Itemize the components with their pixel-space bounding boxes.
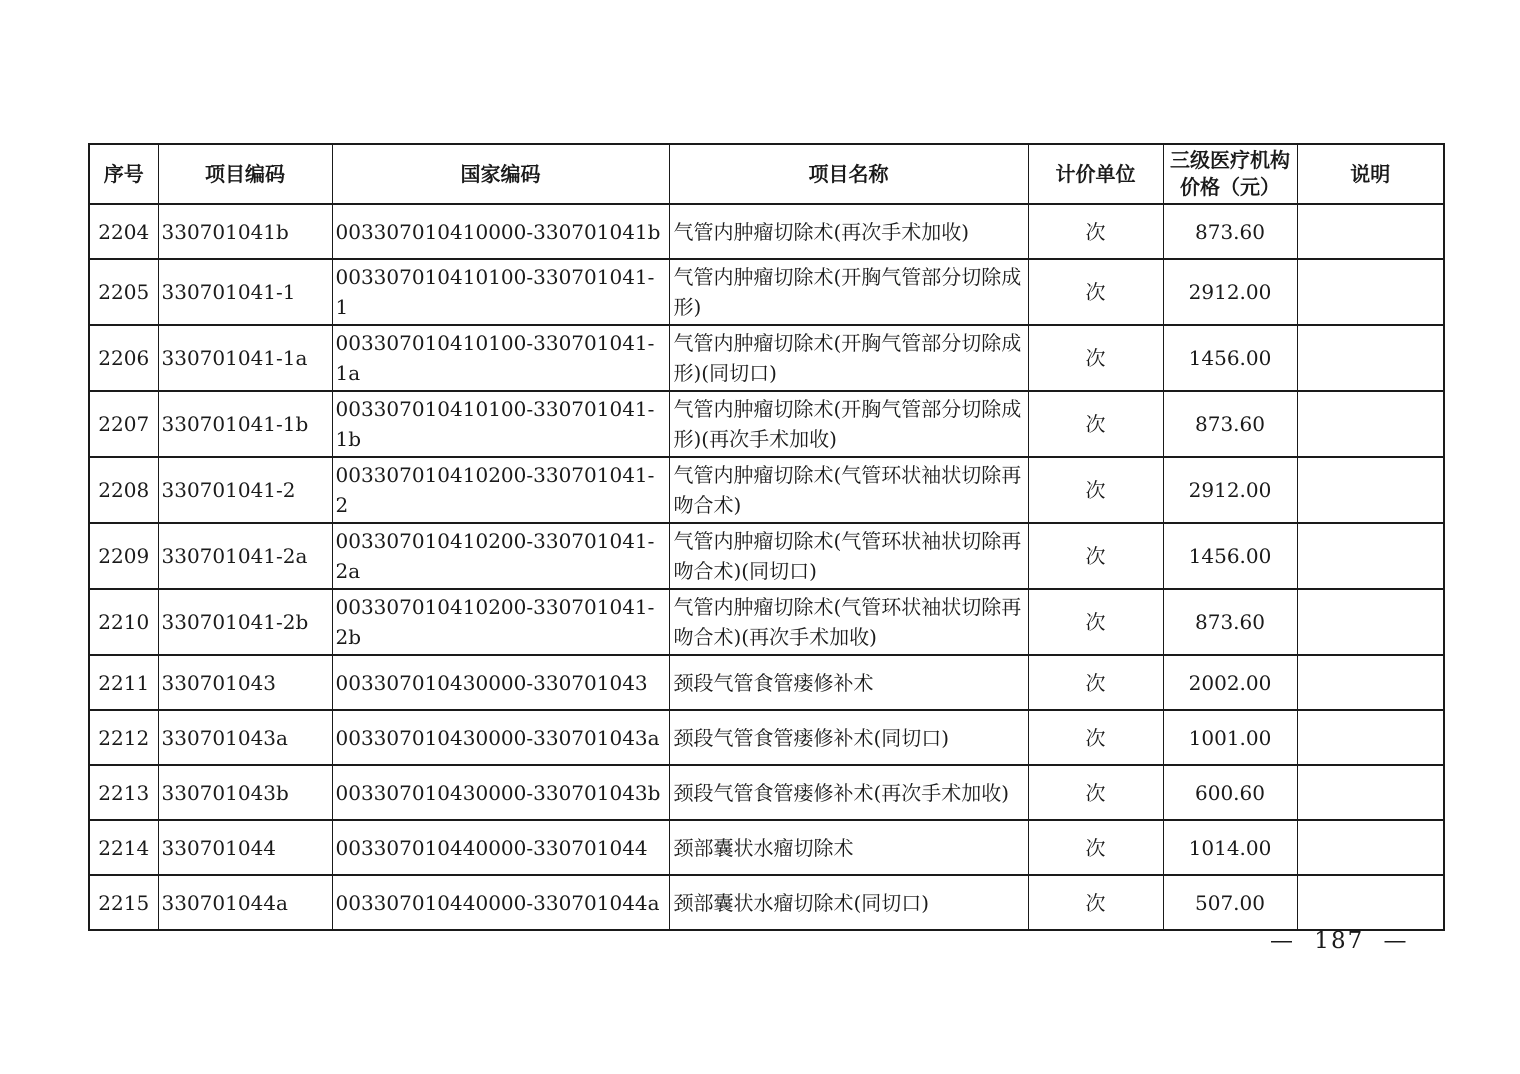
header-seq: 序号 [89, 144, 158, 204]
unit-cell: 次 [1028, 523, 1163, 589]
seq-cell: 2211 [89, 655, 158, 710]
code-cell: 330701043b [158, 765, 332, 820]
table-row [89, 259, 1444, 325]
name-cell: 颈部囊状水瘤切除术 [669, 820, 1028, 875]
table-row [89, 523, 1444, 589]
name-cell: 气管内肿瘤切除术(开胸气管部分切除成形) [669, 259, 1028, 325]
code-cell: 330701044a [158, 875, 332, 930]
unit-cell: 次 [1028, 655, 1163, 710]
note-cell [1297, 457, 1444, 523]
code-cell: 330701041-2b [158, 589, 332, 655]
price-cell: 507.00 [1163, 875, 1297, 930]
table-row [89, 765, 1444, 820]
table-row [89, 457, 1444, 523]
unit-cell: 次 [1028, 710, 1163, 765]
unit-cell: 次 [1028, 457, 1163, 523]
table-row [89, 820, 1444, 875]
price-cell: 873.60 [1163, 589, 1297, 655]
seq-cell: 2206 [89, 325, 158, 391]
table-row [89, 875, 1444, 930]
national-code-cell: 003307010440000-330701044a [332, 875, 669, 930]
header-item-code: 项目编码 [158, 144, 332, 204]
header-national-code: 国家编码 [332, 144, 669, 204]
table-row [89, 204, 1444, 259]
seq-cell: 2204 [89, 204, 158, 259]
header-price: 三级医疗机构价格（元） [1163, 144, 1297, 204]
unit-cell: 次 [1028, 325, 1163, 391]
national-code-cell: 003307010410100-330701041-1b [332, 391, 669, 457]
seq-cell: 2212 [89, 710, 158, 765]
note-cell [1297, 391, 1444, 457]
national-code-cell: 003307010440000-330701044 [332, 820, 669, 875]
code-cell: 330701041-2 [158, 457, 332, 523]
price-cell: 600.60 [1163, 765, 1297, 820]
table-row [89, 391, 1444, 457]
price-cell: 1456.00 [1163, 325, 1297, 391]
name-cell: 气管内肿瘤切除术(开胸气管部分切除成形)(同切口) [669, 325, 1028, 391]
note-cell [1297, 875, 1444, 930]
table-body [89, 204, 1444, 930]
unit-cell: 次 [1028, 259, 1163, 325]
seq-cell: 2208 [89, 457, 158, 523]
name-cell: 颈段气管食管瘘修补术(再次手术加收) [669, 765, 1028, 820]
header-item-name: 项目名称 [669, 144, 1028, 204]
name-cell: 颈段气管食管瘘修补术(同切口) [669, 710, 1028, 765]
table-row [89, 325, 1444, 391]
note-cell [1297, 820, 1444, 875]
price-cell: 1014.00 [1163, 820, 1297, 875]
note-cell [1297, 765, 1444, 820]
unit-cell: 次 [1028, 820, 1163, 875]
national-code-cell: 003307010430000-330701043b [332, 765, 669, 820]
national-code-cell: 003307010410100-330701041-1 [332, 259, 669, 325]
code-cell: 330701043a [158, 710, 332, 765]
header-row [89, 144, 1444, 204]
medical-price-table [88, 143, 1445, 931]
seq-cell: 2214 [89, 820, 158, 875]
code-cell: 330701041-1a [158, 325, 332, 391]
price-cell: 2912.00 [1163, 259, 1297, 325]
national-code-cell: 003307010410000-330701041b [332, 204, 669, 259]
name-cell: 气管内肿瘤切除术(气管环状袖状切除再吻合术)(再次手术加收) [669, 589, 1028, 655]
seq-cell: 2207 [89, 391, 158, 457]
price-cell: 2002.00 [1163, 655, 1297, 710]
national-code-cell: 003307010410200-330701041-2b [332, 589, 669, 655]
header-note: 说明 [1297, 144, 1444, 204]
national-code-cell: 003307010410200-330701041-2a [332, 523, 669, 589]
name-cell: 气管内肿瘤切除术(开胸气管部分切除成形)(再次手术加收) [669, 391, 1028, 457]
unit-cell: 次 [1028, 391, 1163, 457]
note-cell [1297, 259, 1444, 325]
unit-cell: 次 [1028, 765, 1163, 820]
national-code-cell: 003307010430000-330701043a [332, 710, 669, 765]
note-cell [1297, 523, 1444, 589]
page-number: — 187 — [1270, 928, 1409, 954]
name-cell: 气管内肿瘤切除术(气管环状袖状切除再吻合术)(同切口) [669, 523, 1028, 589]
seq-cell: 2209 [89, 523, 158, 589]
name-cell: 气管内肿瘤切除术(气管环状袖状切除再吻合术) [669, 457, 1028, 523]
code-cell: 330701043 [158, 655, 332, 710]
code-cell: 330701041-2a [158, 523, 332, 589]
seq-cell: 2215 [89, 875, 158, 930]
code-cell: 330701041b [158, 204, 332, 259]
national-code-cell: 003307010410100-330701041-1a [332, 325, 669, 391]
unit-cell: 次 [1028, 875, 1163, 930]
note-cell [1297, 204, 1444, 259]
note-cell [1297, 655, 1444, 710]
national-code-cell: 003307010410200-330701041-2 [332, 457, 669, 523]
price-cell: 873.60 [1163, 204, 1297, 259]
header-unit: 计价单位 [1028, 144, 1163, 204]
code-cell: 330701044 [158, 820, 332, 875]
note-cell [1297, 589, 1444, 655]
seq-cell: 2205 [89, 259, 158, 325]
name-cell: 颈部囊状水瘤切除术(同切口) [669, 875, 1028, 930]
note-cell [1297, 325, 1444, 391]
table-row [89, 655, 1444, 710]
price-cell: 1456.00 [1163, 523, 1297, 589]
name-cell: 气管内肿瘤切除术(再次手术加收) [669, 204, 1028, 259]
seq-cell: 2213 [89, 765, 158, 820]
unit-cell: 次 [1028, 204, 1163, 259]
unit-cell: 次 [1028, 589, 1163, 655]
name-cell: 颈段气管食管瘘修补术 [669, 655, 1028, 710]
price-cell: 2912.00 [1163, 457, 1297, 523]
code-cell: 330701041-1 [158, 259, 332, 325]
price-cell: 1001.00 [1163, 710, 1297, 765]
code-cell: 330701041-1b [158, 391, 332, 457]
seq-cell: 2210 [89, 589, 158, 655]
table-row [89, 710, 1444, 765]
table-header [89, 144, 1444, 204]
note-cell [1297, 710, 1444, 765]
national-code-cell: 003307010430000-330701043 [332, 655, 669, 710]
table-row [89, 589, 1444, 655]
price-cell: 873.60 [1163, 391, 1297, 457]
